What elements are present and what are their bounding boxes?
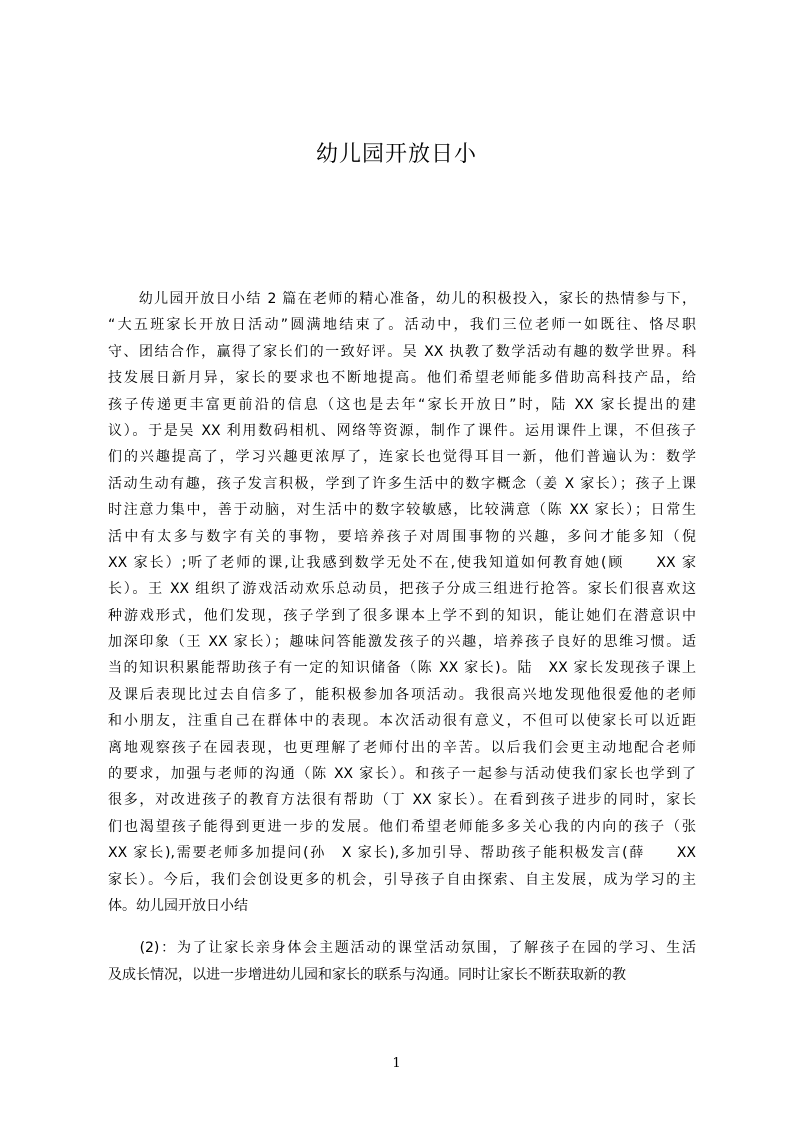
text-line: 守、团结合作，赢得了家长们的一致好评。吴 XX 执教了数学活动有趣的数学世界。科: [108, 343, 696, 360]
text-line: 们也渴望孩子能得到更进一步的发展。他们希望老师能多多关心我的内向的孩子（张: [108, 818, 696, 835]
text-line: 离地观察孩子在园表现，也更理解了老师付出的辛苦。以后我们会更主动地配合老师: [108, 739, 696, 756]
text-line: 当的知识积累能帮助孩子有一定的知识储备（陈 XX 家长)。陆 XX 家长发现孩子课上: [108, 660, 696, 677]
text-line: 体。幼儿园开放日小结: [108, 897, 248, 914]
paragraph-2: [108, 935, 696, 988]
document-body: [108, 286, 696, 988]
text-line: 及成长情况，以进一步增进幼儿园和家长的联系与沟通。同时让家长不断获取新的教: [108, 966, 626, 983]
text-line: 长）。王 XX 组织了游戏活动欢乐总动员，把孩子分成三组进行抢答。家长们很喜欢这: [108, 581, 696, 598]
text-line: 种游戏形式，他们发现，孩子学到了很多课本上学不到的知识，能让她们在潜意识中: [108, 607, 696, 624]
text-line: 及课后表现比过去自信多了，能积极参加各项活动。我很高兴地发现他很爱他的老师: [108, 686, 696, 703]
text-line: 幼儿园开放日小结 2 篇在老师的精心准备，幼儿的积极投入，家长的热情参与下，: [108, 291, 696, 307]
text-line: 们的兴趣提高了，学习兴趣更浓厚了，连家长也觉得耳目一新，他们普遍认为：数学: [108, 449, 696, 466]
page-number: 1: [392, 1056, 401, 1071]
document-title: 幼儿园开放日小: [315, 142, 477, 167]
text-line: 时注意力集中，善于动脑，对生活中的数字较敏感，比较满意（陈 XX 家长）；日常生: [108, 502, 696, 519]
text-line: (2)：为了让家长亲身体会主题活动的课堂活动氛围，了解孩子在园的学习、生活: [108, 940, 696, 957]
text-line: XX 家长),需要老师多加提问(孙 X 家长),多加引导、帮助孩子能积极发言(薛 XX: [108, 845, 696, 862]
text-line: 议）。于是吴 XX 利用数码相机、网络等资源，制作了课件。运用课件上课，不但孩子: [108, 422, 696, 439]
paragraph-1: [108, 286, 696, 919]
text-line: 很多，对改进孩子的教育方法很有帮助（丁 XX 家长）。在看到孩子进步的同时，家长: [108, 792, 696, 809]
text-line: 孩子传递更丰富更前沿的信息（这也是去年“家长开放日”时，陆 XX 家长提出的建: [108, 396, 696, 413]
text-line: 活中有太多与数字有关的事物，要培养孩子对周围事物的兴趣，多问才能多知（倪: [108, 528, 696, 545]
text-line: 技发展日新月异，家长的要求也不断地提高。他们希望老师能多借助高科技产品，给: [108, 370, 696, 387]
text-line: 活动生动有趣，孩子发言积极，学到了许多生活中的数字概念（姜 X 家长）；孩子上课: [108, 475, 696, 492]
text-line: 家长）。今后，我们会创设更多的机会，引导孩子自由探索、自主发展，成为学习的主: [108, 871, 696, 888]
text-line: 加深印象（王 XX 家长）；趣味问答能激发孩子的兴趣，培养孩子良好的思维习惯。适: [108, 634, 696, 651]
paragraph-gap: [108, 919, 696, 935]
text-line: 的要求，加强与老师的沟通（陈 XX 家长）。和孩子一起参与活动使我们家长也学到了: [108, 766, 696, 783]
text-line: “大五班家长开放日活动”圆满地结束了。活动中，我们三位老师一如既往、恪尽职: [108, 317, 696, 334]
text-line: 和小朋友，注重自己在群体中的表现。本次活动很有意义，不但可以使家长可以近距: [108, 713, 696, 730]
text-line: XX 家长）;听了老师的课,让我感到数学无处不在,使我知道如何教育她(顾 XX 家: [108, 554, 696, 571]
